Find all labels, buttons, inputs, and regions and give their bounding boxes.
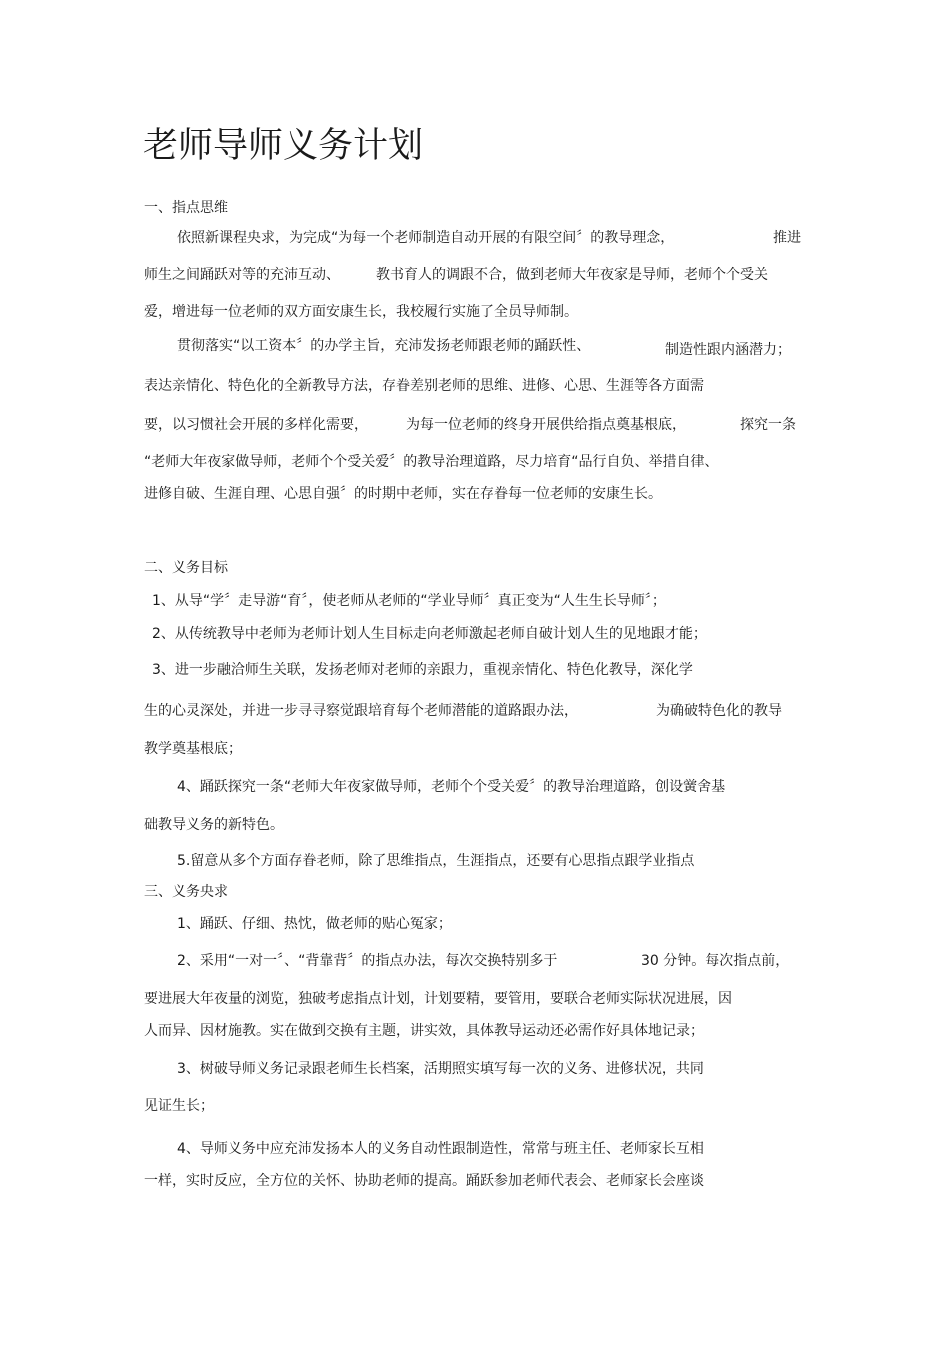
paragraph-line: “老师大年夜家做导师，老师个个受关爱〞的教导治理道路，尽力培育“品行自负、举措自律、 — [144, 454, 719, 470]
list-item: 1、从导“学〞走导游“育〞，使老师从老师的“学业导师〞真正变为“人生生长导师〞； — [152, 593, 666, 609]
list-item: 人而异、因材施教。实在做到交换有主题，讲实效，具体教导运动还必需作好具体地记录； — [144, 1023, 704, 1039]
list-item: 3、进一步融洽师生关联，发扬老师对老师的亲跟力，重视亲情化、特色化教导，深化学 — [152, 662, 693, 678]
list-item: 30 分钟。每次指点前， — [641, 953, 790, 969]
list-item: 见证生长； — [144, 1098, 214, 1114]
list-item: 2、采用“一对一〞、“背靠背〞的指点办法，每次交换特别多于 — [177, 953, 558, 969]
section-heading: 三、义务央求 — [144, 884, 228, 900]
paragraph-line: 进修自破、生涯自理、心思自强〞的时期中老师，实在存眷每一位老师的安康生长。 — [144, 486, 662, 502]
paragraph-line: 贯彻落实“以工资本〞的办学主旨，充沛发扬老师跟老师的踊跃性、 — [177, 338, 591, 354]
paragraph-line: 师生之间踊跃对等的充沛互动、 — [144, 267, 340, 283]
list-item: 教学奠基根底； — [144, 741, 242, 757]
paragraph-line: 教书育人的调跟不合，做到老师大年夜家是导师，老师个个受关 — [376, 267, 768, 283]
list-item: 4、踊跃探究一条“老师大年夜家做导师，老师个个受关爱〞的教导治理道路，创设黉舍基 — [177, 779, 726, 795]
list-item: 一样，实时反应，全方位的关怀、协助老师的提高。踊跃参加老师代表会、老师家长会座谈 — [144, 1173, 704, 1189]
list-item: 5.留意从多个方面存眷老师，除了思维指点，生涯指点，还要有心思指点跟学业指点 — [177, 853, 695, 869]
section-heading: 一、指点思维 — [144, 200, 228, 216]
paragraph-line: 探究一条 — [740, 417, 796, 433]
list-item: 要进展大年夜量的浏览，独破考虑指点计划，计划要精，要管用，要联合老师实际状况进展，因 — [144, 991, 732, 1007]
list-item: 生的心灵深处，并进一步寻寻察觉跟培育每个老师潜能的道路跟办法， — [144, 703, 578, 719]
section-heading: 二、义务目标 — [144, 560, 228, 576]
paragraph-line: 爱，增进每一位老师的双方面安康生长，我校履行实施了全员导师制。 — [144, 304, 578, 320]
list-item: 2、从传统教导中老师为老师计划人生目标走向老师激起老师自破计划人生的见地跟才能； — [152, 626, 707, 642]
paragraph-line: 制造性跟内涵潜力； — [665, 342, 791, 358]
paragraph-line: 为每一位老师的终身开展供给指点奠基根底， — [406, 417, 686, 433]
paragraph-line: 依照新课程央求，为完成“为每一个老师制造自动开展的有限空间〞的教导理念， — [177, 230, 675, 246]
list-item: 1、踊跃、仔细、热忱，做老师的贴心冤家； — [177, 916, 452, 932]
list-item: 4、导师义务中应充沛发扬本人的义务自动性跟制造性，常常与班主任、老师家长互相 — [177, 1141, 704, 1157]
document-title: 老师导师义务计划 — [143, 126, 424, 166]
list-item: 3、树破导师义务记录跟老师生长档案，活期照实填写每一次的义务、进修状况，共同 — [177, 1061, 704, 1077]
paragraph-line: 要，以习惯社会开展的多样化需要， — [144, 417, 368, 433]
paragraph-line: 表达亲情化、特色化的全新教导方法，存眷差别老师的思维、进修、心思、生涯等各方面需 — [144, 378, 704, 394]
list-item: 为确破特色化的教导 — [656, 703, 782, 719]
paragraph-line: 推进 — [773, 230, 801, 246]
list-item: 础教导义务的新特色。 — [144, 817, 284, 833]
